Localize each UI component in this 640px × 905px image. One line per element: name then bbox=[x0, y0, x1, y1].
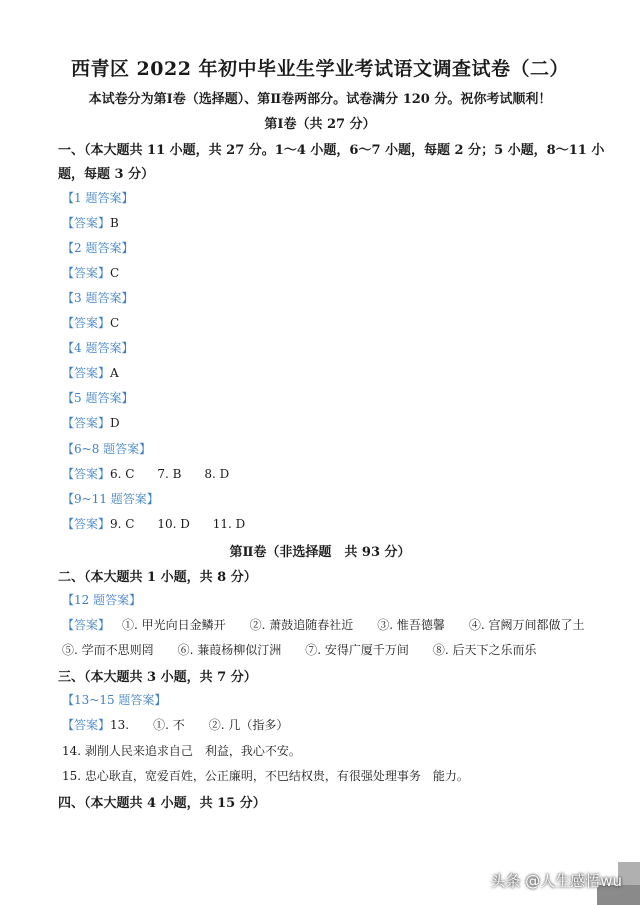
answer-line bbox=[62, 414, 120, 431]
question-label: 【12 题答案】 bbox=[62, 593, 142, 607]
answer-value: C bbox=[110, 266, 120, 280]
answer-15: 15. 忠心耿直，宽爱百姓，公正廉明，不巴结权贵，有很强处理事务 能力。 bbox=[62, 769, 469, 783]
answer-continuation: ⑤. 学而不思则罔 ⑥. 蒹葭杨柳似汀洲 ⑦. 安得广厦千万间 ⑧. 后天下之乐而乐 bbox=[62, 643, 537, 657]
section2-heading: 二、（本大题共 1 小题，共 8 分） bbox=[58, 570, 257, 585]
answer-line bbox=[62, 264, 119, 281]
answer-value: 6. C 7. B 8. D bbox=[110, 467, 230, 481]
answer-tag: 【答案】 bbox=[62, 316, 111, 330]
answer-line bbox=[62, 314, 119, 331]
answer-tag: 【答案】 bbox=[62, 718, 111, 732]
question-label: 【6~8 题答案】 bbox=[62, 442, 152, 456]
question-label: 【1 题答案】 bbox=[62, 191, 134, 205]
answer-value: A bbox=[110, 366, 119, 380]
answer-value: ①. 甲光向日金鳞开 ②. 萧鼓追随春社近 ③. 惟吾德馨 ④. 宫阙万间都做了土 bbox=[122, 618, 585, 632]
section3-heading: 三、（本大题共 3 小题，共 7 分） bbox=[58, 670, 257, 685]
question-label: 【5 题答案】 bbox=[62, 391, 134, 405]
question-label: 【13~15 题答案】 bbox=[62, 693, 167, 707]
answer-tag: 【答案】 bbox=[62, 467, 111, 481]
part1-heading: 第Ⅰ卷（共 27 分） bbox=[264, 117, 376, 132]
question-label: 【9~11 题答案】 bbox=[62, 492, 159, 506]
section1-heading-line1: 一、（本大题共 11 小题，共 27 分。1～4 小题，6～7 小题，每题 2 分；5 小题，8～11 小 bbox=[58, 143, 605, 158]
question-label: 【3 题答案】 bbox=[62, 291, 134, 305]
answer-line bbox=[62, 364, 119, 381]
answer-tag: 【答案】 bbox=[62, 416, 111, 430]
answer-line bbox=[62, 616, 585, 633]
answer-tag: 【答案】 bbox=[62, 266, 111, 280]
answer-line bbox=[62, 515, 245, 532]
answer-line bbox=[62, 214, 119, 231]
answer-value: D bbox=[110, 416, 120, 430]
answer-value: C bbox=[110, 316, 120, 330]
part2-heading: 第Ⅱ卷（非选择题 共 93 分） bbox=[229, 545, 411, 560]
section4-heading: 四、（本大题共 4 小题，共 15 分） bbox=[58, 796, 266, 811]
answer-tag: 【答案】 bbox=[62, 216, 111, 230]
answer-tag: 【答案】 bbox=[62, 366, 111, 380]
answer-value: B bbox=[110, 216, 119, 230]
question-label: 【4 题答案】 bbox=[62, 341, 134, 355]
question-label: 【2 题答案】 bbox=[62, 241, 134, 255]
answer-value: 13. ①. 不 ②. 几（指多） bbox=[110, 718, 289, 732]
page-title: 西青区 2022 年初中毕业生学业考试语文调查试卷（二） bbox=[70, 58, 570, 80]
answer-line bbox=[62, 716, 288, 733]
answer-line bbox=[62, 465, 229, 482]
answer-tag: 【答案】 bbox=[62, 618, 111, 632]
answer-tag: 【答案】 bbox=[62, 517, 111, 531]
answer-14: 14. 剥削人民来追求自己 利益，我心不安。 bbox=[62, 744, 301, 758]
section1-heading-line2: 题，每题 3 分） bbox=[58, 167, 155, 182]
watermark: 头条 @人生感悟wu bbox=[490, 872, 622, 890]
exam-instructions: 本试卷分为第Ⅰ卷（选择题）、第Ⅱ卷两部分。试卷满分 120 分。祝你考试顺利！ bbox=[88, 92, 552, 107]
answer-value: 9. C 10. D 11. D bbox=[110, 517, 246, 531]
